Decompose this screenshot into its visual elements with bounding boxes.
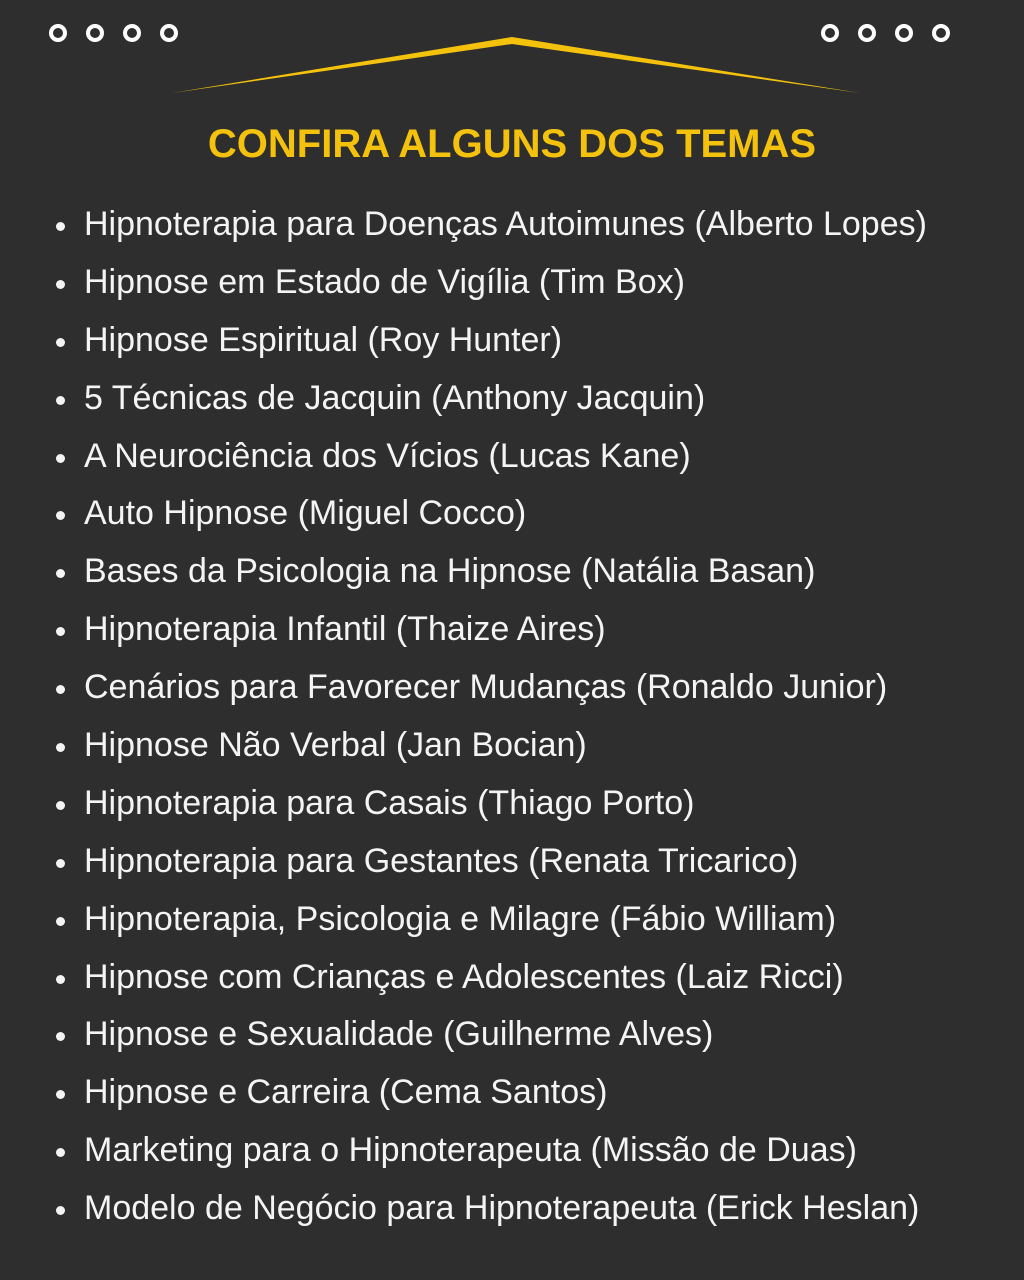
list-item — [56, 312, 927, 370]
bullet-icon — [56, 801, 65, 810]
topic-list — [56, 196, 927, 1238]
list-item — [56, 833, 927, 891]
list-item — [56, 254, 927, 312]
bullet-icon — [56, 917, 65, 926]
list-item — [56, 659, 927, 717]
topic-label: Hipnoterapia para Casais (Thiago Porto) — [84, 783, 695, 822]
topic-label: Hipnose Espiritual (Roy Hunter) — [84, 320, 563, 359]
roof-decoration — [0, 0, 1024, 100]
topic-label: 5 Técnicas de Jacquin (Anthony Jacquin) — [84, 378, 706, 417]
bullet-icon — [56, 338, 65, 347]
bullet-icon — [56, 975, 65, 984]
topic-label: Hipnose com Crianças e Adolescentes (Laiz Ricci) — [84, 957, 844, 996]
list-item — [56, 428, 927, 486]
bullet-icon — [56, 1206, 65, 1215]
list-item — [56, 1006, 927, 1064]
bullet-icon — [56, 685, 65, 694]
bullet-icon — [56, 569, 65, 578]
list-item — [56, 543, 927, 601]
list-item — [56, 1180, 927, 1238]
bullet-icon — [56, 1090, 65, 1099]
bullet-icon — [56, 396, 65, 405]
page-title: CONFIRA ALGUNS DOS TEMAS — [207, 122, 817, 166]
topic-label: Hipnose e Carreira (Cema Santos) — [84, 1073, 608, 1112]
list-item — [56, 891, 927, 949]
topic-label: Modelo de Negócio para Hipnoterapeuta (Erick Heslan) — [84, 1189, 920, 1228]
topic-label: Cenários para Favorecer Mudanças (Ronaldo Junior) — [84, 668, 888, 707]
bullet-icon — [56, 1032, 65, 1041]
bullet-icon — [56, 859, 65, 868]
list-item — [56, 196, 927, 254]
list-item — [56, 485, 927, 543]
list-item — [56, 949, 927, 1007]
bullet-icon — [56, 454, 65, 463]
topic-label: A Neurociência dos Vícios (Lucas Kane) — [84, 436, 691, 475]
topic-label: Hipnose Não Verbal (Jan Bocian) — [84, 726, 587, 765]
list-item — [56, 1122, 927, 1180]
bullet-icon — [56, 627, 65, 636]
list-item — [56, 601, 927, 659]
bullet-icon — [56, 280, 65, 289]
topic-label: Hipnoterapia, Psicologia e Milagre (Fábio William) — [84, 899, 837, 938]
bullet-icon — [56, 222, 65, 231]
topic-label: Hipnose em Estado de Vigília (Tim Box) — [84, 262, 685, 301]
list-item — [56, 1064, 927, 1122]
list-item — [56, 370, 927, 428]
topic-label: Hipnoterapia para Doenças Autoimunes (Alberto Lopes) — [84, 205, 927, 243]
topic-label: Bases da Psicologia na Hipnose (Natália Basan) — [84, 552, 816, 591]
bullet-icon — [56, 511, 65, 520]
topic-label: Hipnose e Sexualidade (Guilherme Alves) — [84, 1015, 714, 1054]
bullet-icon — [56, 1148, 65, 1157]
list-item — [56, 717, 927, 775]
topic-label: Auto Hipnose (Miguel Cocco) — [84, 494, 527, 533]
bullet-icon — [56, 743, 65, 752]
topic-label: Marketing para o Hipnoterapeuta (Missão de Duas) — [84, 1131, 857, 1170]
topic-label: Hipnoterapia para Gestantes (Renata Tricarico) — [84, 841, 799, 880]
list-item — [56, 775, 927, 833]
topic-label: Hipnoterapia Infantil (Thaize Aires) — [84, 610, 606, 649]
